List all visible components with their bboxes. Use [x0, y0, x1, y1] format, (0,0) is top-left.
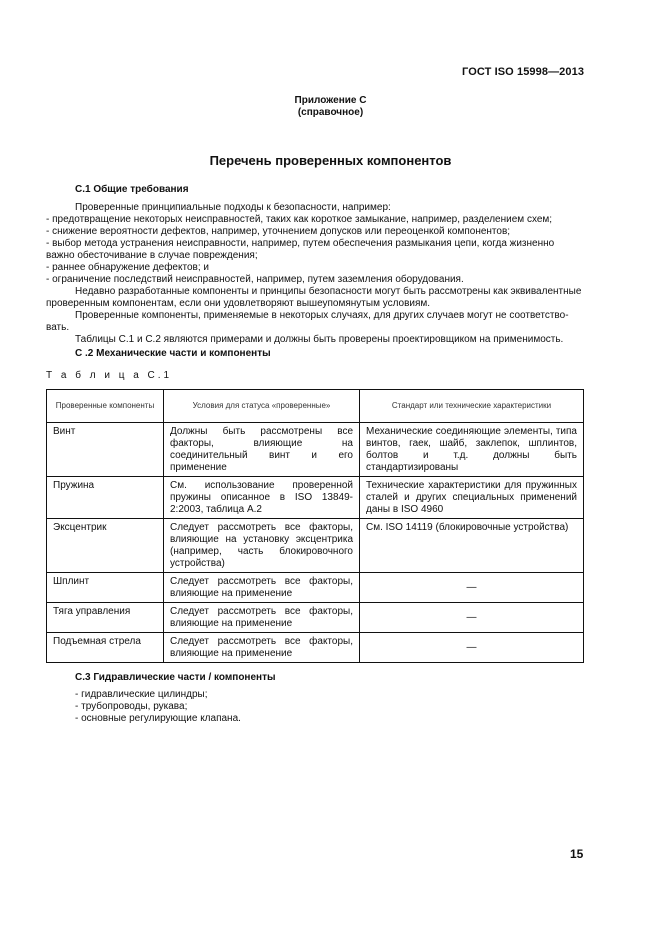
c1-line: Недавно разработанные компоненты и принципы безопасности могут быть рассмотрены как эквивалентные	[75, 286, 582, 297]
list-item: - гидравлические цилиндры;	[75, 689, 208, 700]
table-cell: Пружина	[47, 477, 164, 519]
components-table	[46, 389, 584, 663]
table-cell: Должны быть рассмотрены все факторы, влияющие на соединительный винт и его применение	[164, 423, 360, 477]
table-row	[47, 477, 584, 519]
table-cell: См. ISO 14119 (блокировочные устройства)	[360, 519, 584, 573]
table-cell: Следует рассмотреть все факторы, влияющие на применение	[164, 633, 360, 663]
table-row	[47, 519, 584, 573]
table-header-cell: Условия для статуса «проверенные»	[164, 390, 360, 423]
annex-subtitle: (справочное)	[297, 107, 364, 118]
standard-designation: ГОСТ ISO 15998—2013	[462, 66, 585, 78]
table-row	[47, 603, 584, 633]
c1-line: - раннее обнаружение дефектов; и	[46, 262, 209, 273]
table-cell: —	[360, 603, 584, 633]
section-c3-heading: С.3 Гидравлические части / компоненты	[75, 672, 276, 683]
table-row	[47, 423, 584, 477]
section-c2-heading: С .2 Механические части и компоненты	[75, 348, 271, 359]
table-header-row	[47, 390, 584, 423]
c1-line: проверенным компонентам, если они удовлетворяют вышеупомянутым условиям.	[46, 298, 431, 309]
c1-line: - предотвращение некоторых неисправностей, таких как короткое замыкание, например, разделением схем;	[46, 214, 553, 225]
table-cell: Подъемная стрела	[47, 633, 164, 663]
table-cell: Следует рассмотреть все факторы, влияющие на установку эксцентрика (например, часть блокировочного устройства)	[164, 519, 360, 573]
table-cell: См. использование проверенной пружины описанное в ISO 13849-2:2003, таблица А.2	[164, 477, 360, 519]
table-cell: Эксцентрик	[47, 519, 164, 573]
page-number: 15	[570, 847, 584, 861]
section-c1-heading: С.1 Общие требования	[75, 184, 189, 195]
c1-line: Таблицы С.1 и С.2 являются примерами и должны быть проверены проектировщиком на применимость.	[75, 334, 564, 345]
c1-line: - снижение вероятности дефектов, например, уточнением допусков или переоценкой компонентов;	[46, 226, 511, 237]
c1-line: - ограничение последствий неисправностей, например, путем заземления оборудования.	[46, 274, 464, 285]
c1-line: - выбор метода устранения неисправности, например, путем обеспечения размыкания цепи, когда жизненно	[46, 238, 555, 249]
annex-title: Приложение С	[294, 95, 367, 106]
document-title: Перечень проверенных компонентов	[209, 153, 452, 168]
table-cell: Тяга управления	[47, 603, 164, 633]
table-row	[47, 573, 584, 603]
table-cell: —	[360, 573, 584, 603]
table-header-cell: Проверенные компоненты	[47, 390, 164, 423]
list-item: - основные регулирующие клапана.	[75, 713, 241, 724]
table-cell: Винт	[47, 423, 164, 477]
table-cell: —	[360, 633, 584, 663]
c1-line: важно обесточивание в случае повреждения;	[46, 250, 258, 261]
list-item: - трубопроводы, рукава;	[75, 701, 188, 712]
table-cell: Шплинт	[47, 573, 164, 603]
table-header-cell: Стандарт или технические характеристики	[360, 390, 584, 423]
c1-line: вать.	[46, 322, 70, 333]
c1-line: Проверенные принципиальные подходы к безопасности, например:	[75, 202, 391, 213]
table-caption: Т а б л и ц а С.1	[46, 370, 173, 381]
table-cell: Технические характеристики для пружинных сталей и других специальных применений даны в ISO 4960	[360, 477, 584, 519]
c1-line: Проверенные компоненты, применяемые в некоторых случаях, для других случаев могут не соответство-	[75, 310, 569, 321]
table-cell: Следует рассмотреть все факторы, влияющие на применение	[164, 573, 360, 603]
table-cell: Следует рассмотреть все факторы, влияющие на применение	[164, 603, 360, 633]
table-row	[47, 633, 584, 663]
table-cell: Механические соединяющие элементы, типа винтов, гаек, шайб, заклепок, шплинтов, болтов и т.д. должны быть стандартизированы	[360, 423, 584, 477]
